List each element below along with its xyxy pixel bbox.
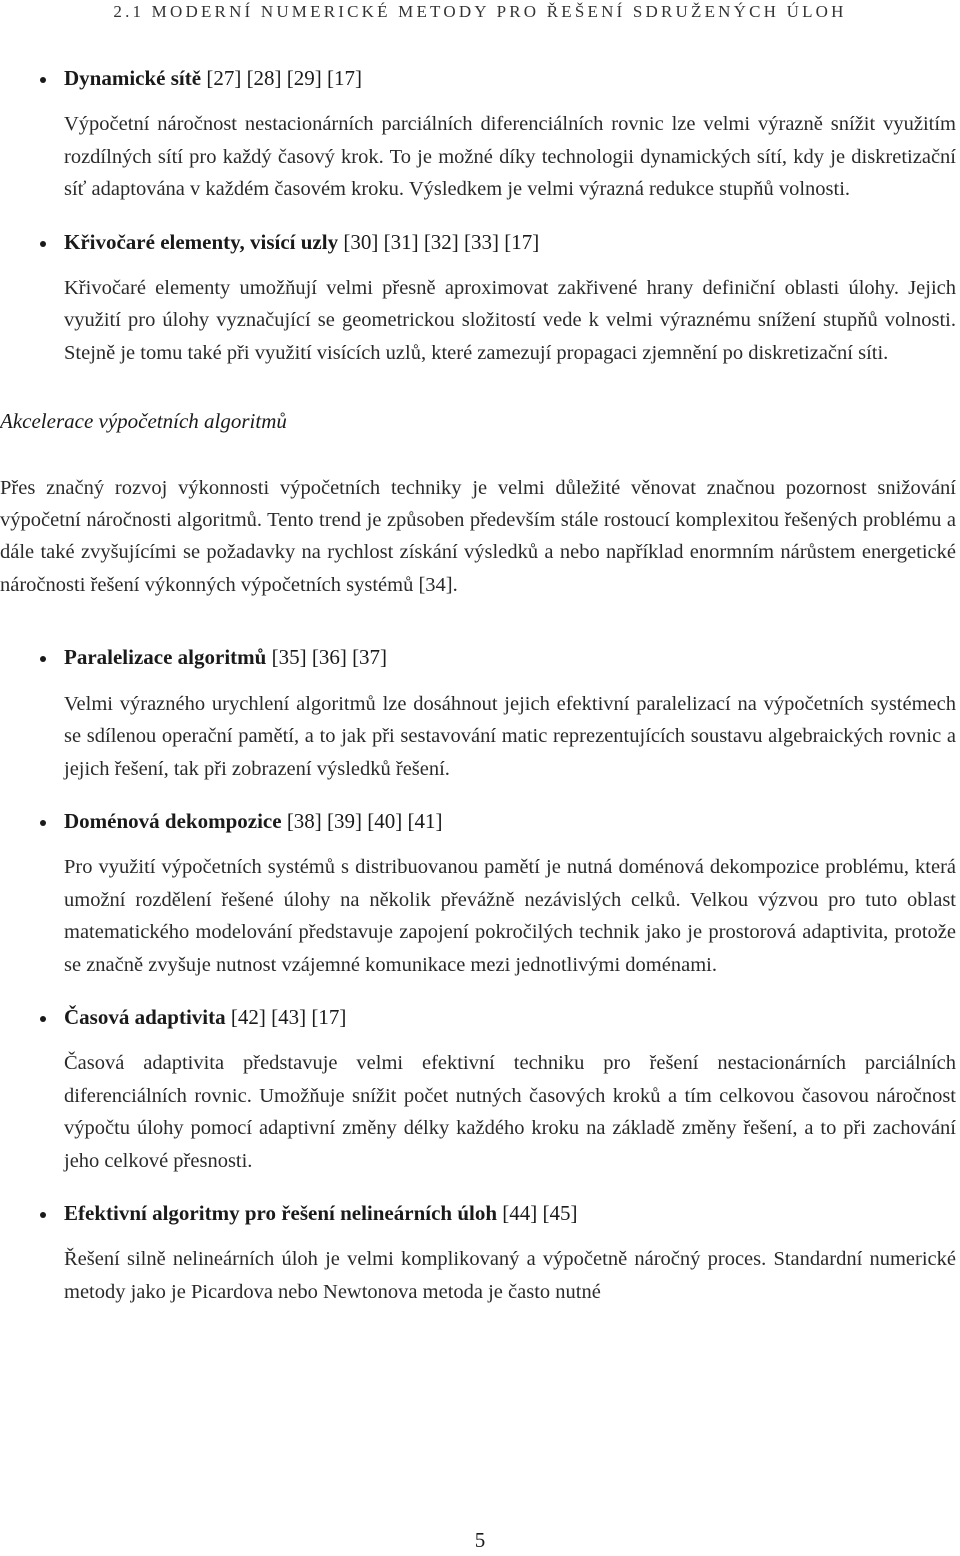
bullet-references: [44] [45] bbox=[497, 1200, 578, 1225]
section-paragraph: Přes značný rozvoj výkonnosti výpočetních techniky je velmi důležité věnovat značnou pozornost snižování výpočetní náročnosti algoritmů. Tento trend je způsoben především stále rostoucí komplexitou řešených problému a dále také zvyšujícími se požadavky na rychlost získání výsledků a nebo například enormním nárůstem energetické náročnosti řešení výkonných výpočetních systémů [34]. bbox=[0, 476, 956, 596]
bullet-body: Křivočaré elementy umožňují velmi přesně aproximovat zakřivené hrany definiční oblasti úlohy. Jejich využití pro úlohy vyznačující se geometrickou složitostí vede k velmi výraznému snížení stupňů volnosti. Stejně je tomu také při využití visících uzlů, které zamezují propagaci zjemnění po diskretizační síti. bbox=[64, 277, 956, 364]
bullet-item-parallelization bbox=[0, 641, 956, 785]
bullet-title: Křivočaré elementy, visící uzly bbox=[64, 229, 339, 254]
bullet-body: Časová adaptivita představuje velmi efektivní techniku pro řešení nestacionárních parciálních diferenciálních rovnic. Umožňuje snížit počet nutných časových kroků a tím celkovou časovou náročnost výpočtu úlohy pomocí adaptivní změny délky každého kroku na základě změny řešení, a to při zachování jeho celkové přesnosti. bbox=[64, 1052, 956, 1172]
bullet-references: [30] [31] [32] [33] [17] bbox=[338, 229, 540, 254]
bullet-title: Dynamické sítě bbox=[64, 66, 202, 90]
bullet-item-time-adaptivity bbox=[0, 1001, 956, 1177]
bullet-heading bbox=[64, 62, 956, 94]
bullet-references: [42] [43] [17] bbox=[225, 1004, 347, 1029]
bullet-title: Paralelizace algoritmů bbox=[64, 645, 267, 670]
bullet-dot-icon bbox=[40, 820, 46, 826]
section-title: Akcelerace výpočetních algoritmů bbox=[0, 409, 287, 434]
bullet-heading bbox=[64, 1197, 956, 1229]
page-content bbox=[0, 62, 956, 1328]
bullet-references: [27] [28] [29] [17] bbox=[201, 66, 363, 90]
bullet-dot-icon bbox=[40, 656, 46, 662]
bullet-heading bbox=[64, 805, 956, 837]
bullet-dot-icon bbox=[40, 1212, 46, 1218]
bullet-heading bbox=[64, 1001, 956, 1033]
bullet-body: Řešení silně nelineárních úloh je velmi komplikovaný a výpočetně náročný proces. Standardní numerické metody jako je Picardova nebo Newtonova metoda je často nutné bbox=[64, 1248, 956, 1303]
bullet-title: Časová adaptivita bbox=[64, 1004, 226, 1029]
bullet-references: [38] [39] [40] [41] bbox=[281, 808, 443, 833]
bullet-item-curved-elements bbox=[0, 226, 956, 370]
bullet-heading bbox=[64, 641, 956, 673]
bullet-references: [35] [36] [37] bbox=[266, 645, 388, 670]
bullet-item-domain-decomposition bbox=[0, 805, 956, 981]
bullet-title: Efektivní algoritmy pro řešení nelineárních úloh bbox=[64, 1200, 498, 1225]
bullet-title: Doménová dekompozice bbox=[64, 808, 282, 833]
bullet-item-dynamic-meshes bbox=[0, 62, 956, 206]
running-header: 2.1 MODERNÍ NUMERICKÉ METODY PRO ŘEŠENÍ SDRUŽENÝCH ÚLOH bbox=[113, 2, 847, 21]
bullet-body: Pro využití výpočetních systémů s distribuovanou pamětí je nutná doménová dekompozice problému, která umožní rozdělení řešené úlohy na několik převážně nezávislých celků. Velkou výzvou pro tuto oblast matematického modelování představuje zapojení pokročilých technik jako je prostorová adaptivita, protože se značně zvyšuje nutnost vzájemné komunikace mezi jednotlivými doménami. bbox=[64, 856, 956, 976]
bullet-dot-icon bbox=[40, 1016, 46, 1022]
bullet-body: Výpočetní náročnost nestacionárních parciálních diferenciálních rovnic lze velmi výrazně snížit využitím rozdílných sítí pro každý časový krok. To je možné díky technologii dynamických sítí, kdy je diskretizační síť adaptována v každém časovém kroku. Výsledkem je velmi výrazná redukce stupňů volnosti. bbox=[64, 113, 956, 201]
bullet-dot-icon bbox=[40, 77, 46, 83]
bullet-dot-icon bbox=[40, 241, 46, 247]
bullet-body: Velmi výrazného urychlení algoritmů lze dosáhnout jejich efektivní paralelizací na výpočetních systémech se sdílenou operační pamětí, a to jak při sestavování matic reprezentujících soustavu algebraických rovnic a jejich řešení, tak při zobrazení výsledků řešení. bbox=[64, 692, 956, 780]
page-number: 5 bbox=[474, 1528, 486, 1552]
bullet-item-nonlinear-algorithms bbox=[0, 1197, 956, 1308]
bullet-heading bbox=[64, 226, 956, 258]
